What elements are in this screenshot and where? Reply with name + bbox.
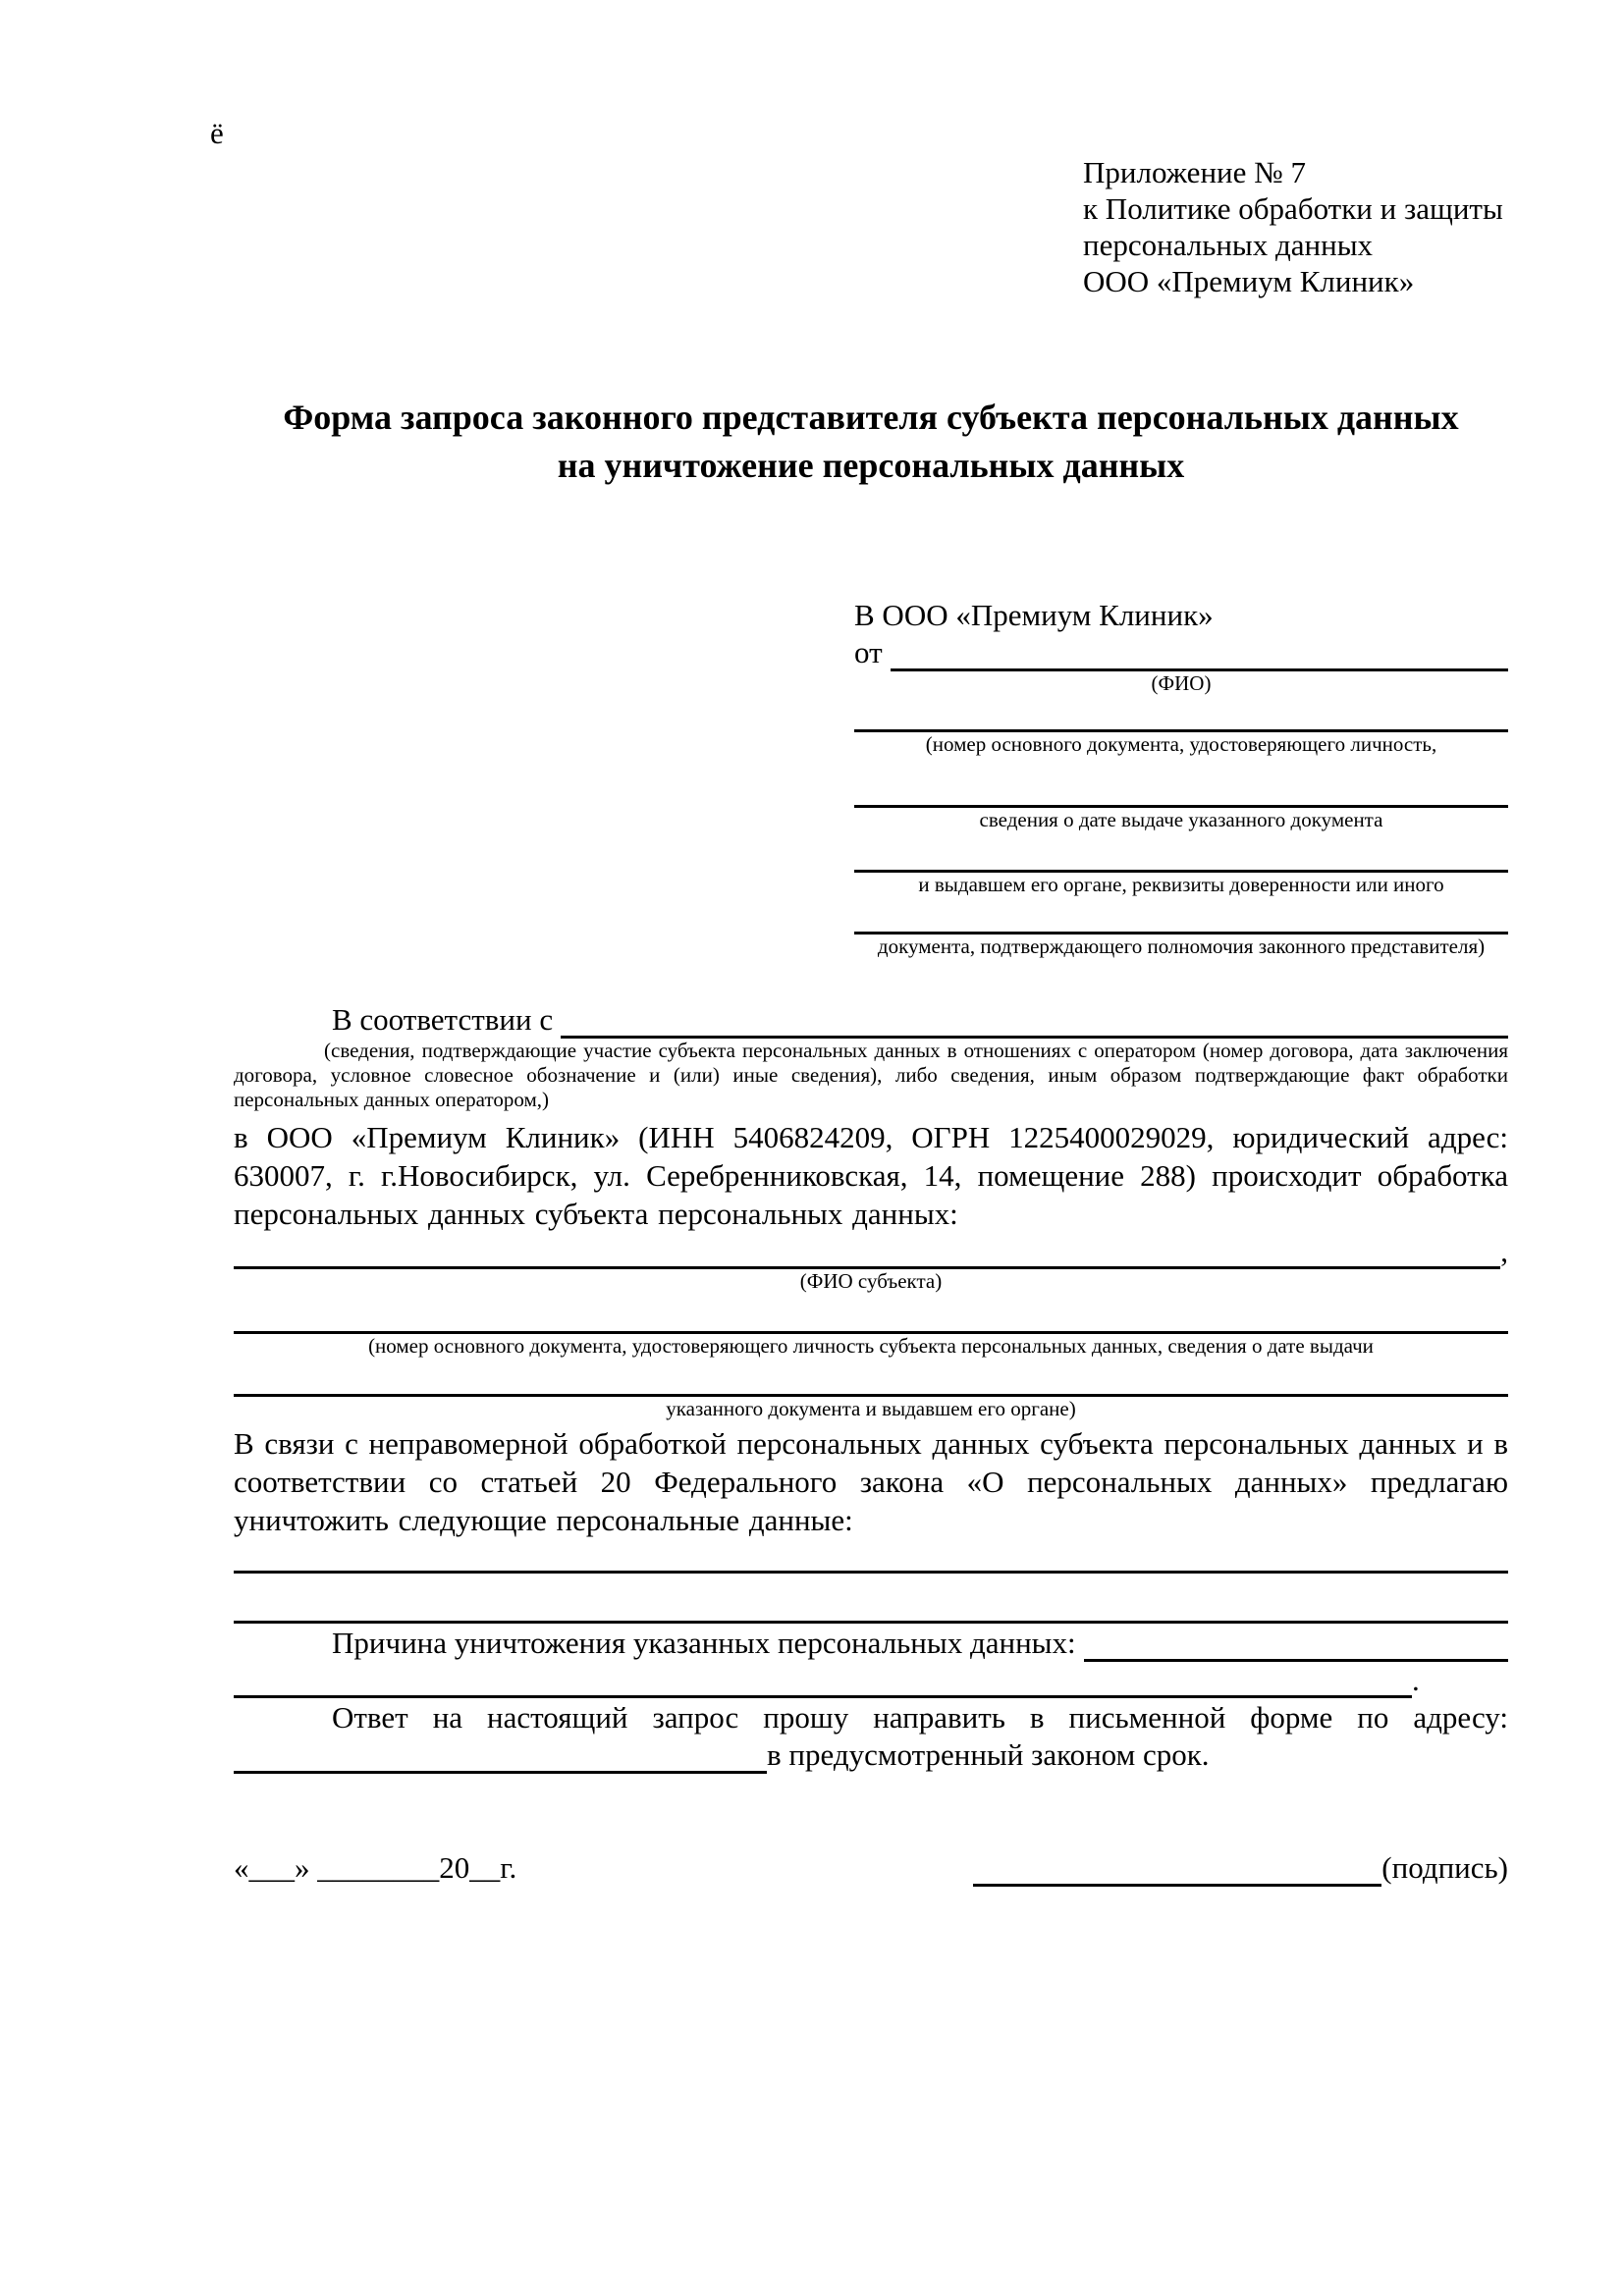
answer-tail: в предусмотренный законом срок. xyxy=(767,1737,1210,1772)
caption-doc-number: (номер основного документа, удостоверяющего личность, xyxy=(925,732,1437,756)
reason-blank-line xyxy=(1084,1656,1508,1662)
stray-char: ё xyxy=(210,116,224,150)
caption-subject-doc-1: (номер основного документа, удостоверяющего личность субъекта персональных данных, сведения о дате выдачи xyxy=(368,1334,1374,1358)
from-row xyxy=(854,634,1508,671)
answer-request-line: Ответ на настоящий запрос прошу направить в письменной форме по адресу: xyxy=(332,1700,1508,1735)
addressee-block xyxy=(854,596,1508,959)
signature-blank-line xyxy=(973,1881,1381,1887)
reason-row xyxy=(234,1624,1508,1662)
subject-doc-blank-line-1 xyxy=(234,1294,1508,1334)
signature-group xyxy=(973,1848,1508,1887)
caption-doc-issuer: и выдавшем его органе, реквизиты доверенности или иного xyxy=(918,873,1444,896)
title-line-1: Форма запроса законного представителя субъекта персональных данных xyxy=(283,398,1459,437)
blank-line-doc-date xyxy=(854,757,1508,808)
accordance-note: (сведения, подтверждающие участие субъекта персональных данных в отношениях с оператором (номер договора, дата заключения договора, условное словесное обозначение и (или) иные сведения), либо сведения, иным образом подтверждающие факт обработки персональных данных оператором,) xyxy=(234,1039,1508,1111)
accordance-row xyxy=(234,1000,1508,1039)
data-to-destroy-blank-line-1 xyxy=(234,1539,1508,1574)
addressee-to: В ООО «Премиум Клиник» xyxy=(854,598,1214,632)
from-label: от xyxy=(854,635,883,669)
appendix-line: к Политике обработки и защиты xyxy=(1083,191,1503,226)
reason-end-punct: . xyxy=(1412,1663,1420,1697)
accordance-label: В соответствии с xyxy=(332,1002,554,1037)
subject-fio-punct: , xyxy=(1500,1234,1508,1268)
appendix-note xyxy=(1083,154,1508,299)
caption-authority-doc: документа, подтверждающего полномочия законного представителя) xyxy=(877,934,1486,958)
caption-fio: (ФИО) xyxy=(1151,671,1212,695)
title-line-2: на уничтожение персональных данных xyxy=(557,446,1185,485)
subject-fio-row xyxy=(234,1233,1508,1269)
data-to-destroy-blank-line-2 xyxy=(234,1574,1508,1624)
answer-address-row xyxy=(234,1736,1508,1774)
appendix-line: ООО «Премиум Клиник» xyxy=(1083,264,1415,298)
reason-label: Причина уничтожения указанных персональных данных: xyxy=(332,1626,1076,1660)
signature-row xyxy=(234,1848,1508,1887)
operator-paragraph: в ООО «Премиум Клиник» (ИНН 5406824209, ОГРН 1225400029029, юридический адрес: 630007, г. г.Новосибирск, ул. Серебренниковская, 14, помещение 288) происходит обработка персональных данных субъекта персональных данных: xyxy=(234,1120,1508,1231)
document-title xyxy=(234,394,1508,490)
subject-doc-blank-line-2 xyxy=(234,1359,1508,1397)
appendix-line: Приложение № 7 xyxy=(1083,155,1306,189)
date-line: «___» ________20__г. xyxy=(234,1850,517,1885)
caption-doc-date: сведения о дате выдаче указанного документа xyxy=(979,808,1383,831)
blank-line-doc-number xyxy=(854,696,1508,732)
unlawful-processing-paragraph: В связи с неправомерной обработкой персональных данных субъекта персональных данных и в соответствии со статьей 20 Федерального закона «О персональных данных» предлагаю уничтожить следующие персональные данные: xyxy=(234,1426,1508,1537)
answer-address-blank-line xyxy=(234,1768,767,1774)
caption-subject-fio: (ФИО субъекта) xyxy=(799,1269,943,1293)
caption-subject-doc-2: указанного документа и выдавшем его органе) xyxy=(666,1397,1076,1420)
appendix-line: персональных данных xyxy=(1083,228,1374,262)
blank-line-authority-doc xyxy=(854,897,1508,934)
signature-caption: (подпись) xyxy=(1381,1850,1508,1885)
blank-line-doc-issuer xyxy=(854,832,1508,873)
reason-continuation-row xyxy=(234,1662,1508,1698)
